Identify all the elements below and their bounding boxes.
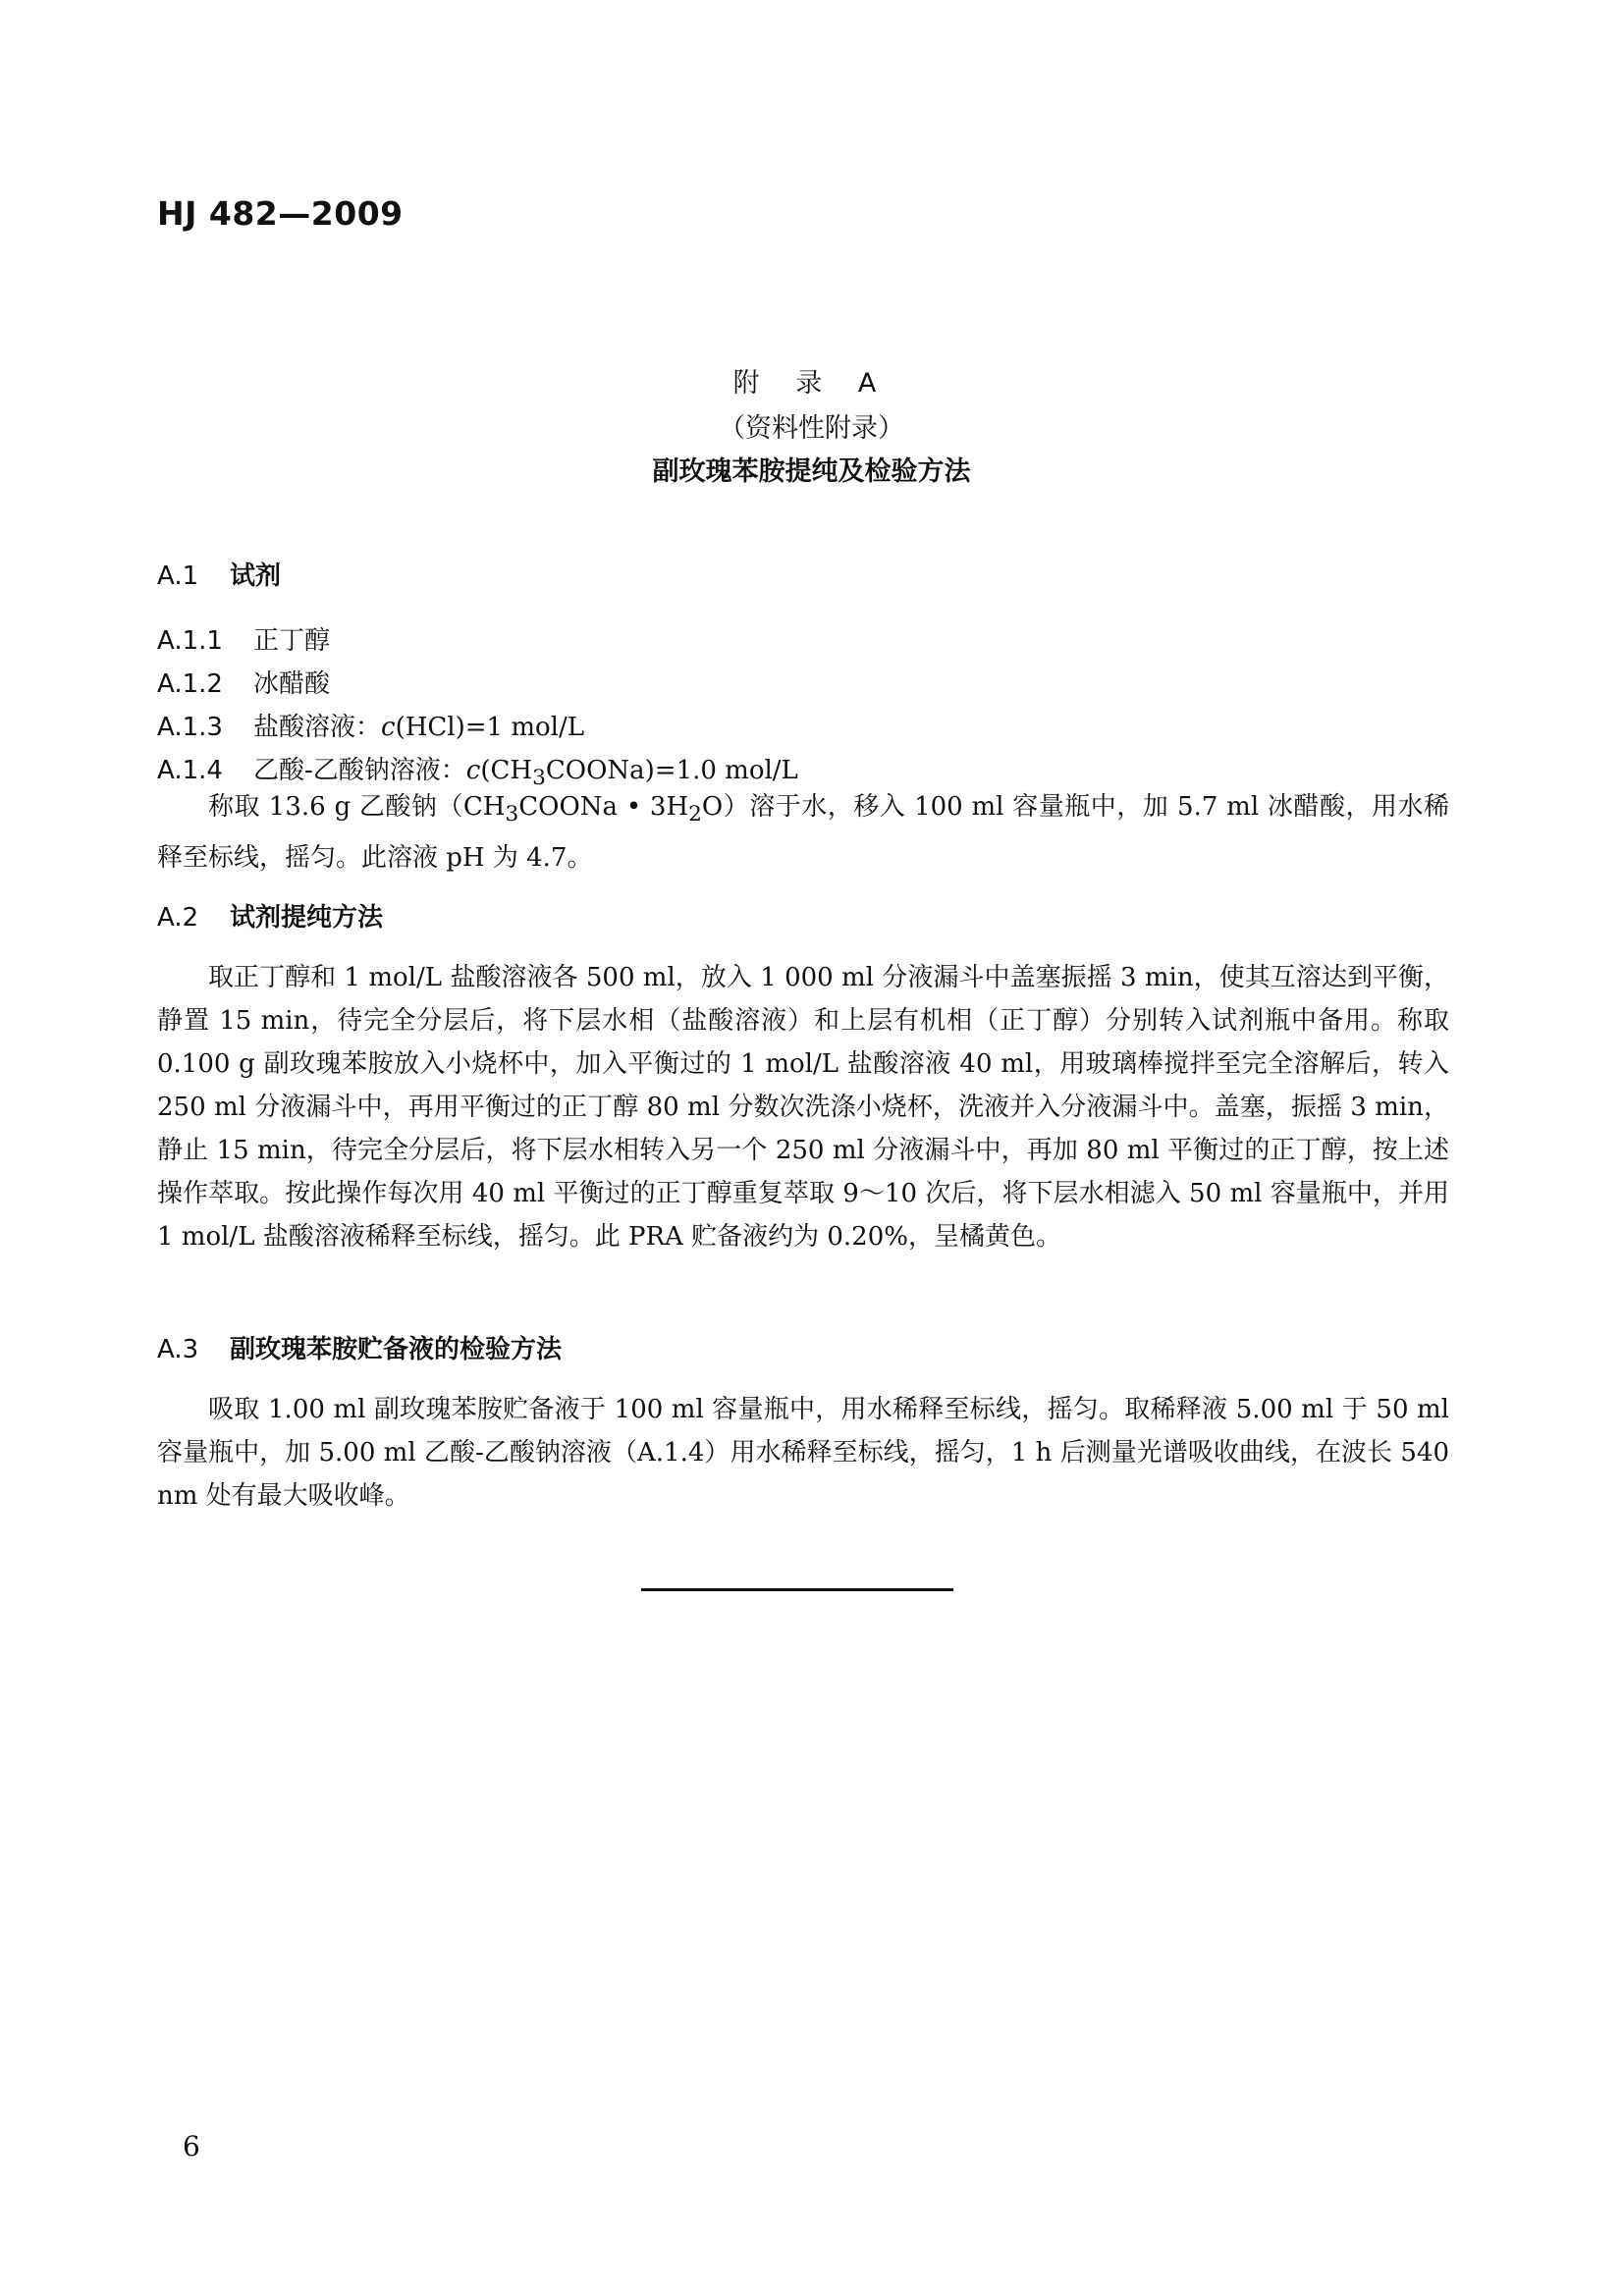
item-number: A.1.2: [157, 669, 223, 699]
paragraph-a2: 取正丁醇和 1 mol/L 盐酸溶液各 500 ml，放入 1 000 ml 分液漏斗中盖塞振摇 3 min，使其互溶达到平衡，静置 15 min，待完全分层后，将下层水相（盐酸溶液）和上层有机相（正丁醇）分别转入试剂瓶中备用。称取 0.100 g 副玫瑰苯胺放入小烧杯中，加入平衡过的 1 mol/L 盐酸溶液 40 ml，用玻璃棒搅拌至完全溶解后，转入 250 ml 分液漏斗中，再用平衡过的正丁醇 80 ml 分数次洗涤小烧杯，洗液并入分液漏斗中。盖塞，振摇 3 min，静止 15 min，待完全分层后，将下层水相转入另一个 250 ml 分液漏斗中，再加 80 ml 平衡过的正丁醇，按上述操作萃取。按此操作每次用 40 ml 平衡过的正丁醇重复萃取 9～10 次后，将下层水相滤入 50 ml 容量瓶中，并用 1 mol/L 盐酸溶液稀释至标线，摇匀。此 PRA 贮备液约为 0.20%，呈橘黄色。: [157, 963, 1449, 1252]
item-number: A.1.3: [157, 713, 223, 742]
item-text-prefix: 乙酸-乙酸钠溶液：: [253, 756, 466, 785]
subscript: 3: [505, 802, 519, 828]
section-number: A.3: [157, 1335, 199, 1364]
item-a1-2: [157, 664, 330, 700]
item-text: 冰醋酸: [253, 669, 331, 699]
item-formula-part: COONa)=1.0 mol/L: [545, 756, 798, 785]
item-number: A.1.4: [157, 756, 223, 785]
paragraph-text: 称取 13.6 g 乙酸钠（CH: [208, 792, 506, 822]
appendix-name: 副玫瑰苯胺提纯及检验方法: [652, 456, 971, 487]
item-formula-part: (CH: [480, 756, 533, 785]
section-a2-heading: [157, 897, 383, 934]
section-title: 副玫瑰苯胺贮备液的检验方法: [230, 1335, 563, 1364]
subscript: 2: [688, 802, 702, 828]
item-formula: (HCl)=1 mol/L: [395, 713, 584, 742]
section-number: A.2: [157, 903, 199, 933]
document-code: HJ 482—2009: [157, 194, 404, 233]
section-number: A.1: [157, 561, 199, 591]
section-title: 试剂提纯方法: [230, 903, 384, 933]
paragraph-a1-4: [157, 785, 1449, 880]
item-a1-4: [157, 750, 798, 790]
item-text: 正丁醇: [253, 626, 331, 656]
item-number: A.1.1: [157, 626, 223, 656]
page-number: 6: [183, 2130, 200, 2163]
paragraph-a3: 吸取 1.00 ml 副玫瑰苯胺贮备液于 100 ml 容量瓶中，用水稀释至标线，摇匀。取稀释液 5.00 ml 于 50 ml 容量瓶中，加 5.00 ml 乙酸-乙酸钠溶液（A.1.4）用水稀释至标线，摇匀，1 h 后测量光谱吸收曲线，在波长 540 nm 处有最大吸收峰。: [157, 1395, 1449, 1511]
item-text-prefix: 盐酸溶液：: [253, 713, 382, 742]
appendix-type: （资料性附录）: [719, 413, 904, 444]
paragraph-text: O）溶于水，移入 100 ml 容量瓶中，加 5.7 ml 冰醋酸，用水稀释至标线，摇匀。此溶液 pH 为 4.7。: [157, 792, 1449, 874]
paragraph-text: COONa • 3H: [518, 792, 689, 822]
item-a1-1: [157, 620, 330, 657]
section-a3-heading: [157, 1329, 562, 1365]
concentration-symbol: c: [381, 713, 396, 742]
section-title: 试剂: [230, 561, 282, 591]
appendix-title: 附 录 A: [732, 368, 891, 399]
subscript: 3: [532, 766, 546, 791]
item-a1-3: [157, 707, 584, 743]
concentration-symbol: c: [465, 756, 481, 785]
end-rule: [641, 1588, 953, 1591]
section-a1-heading: [157, 556, 281, 592]
